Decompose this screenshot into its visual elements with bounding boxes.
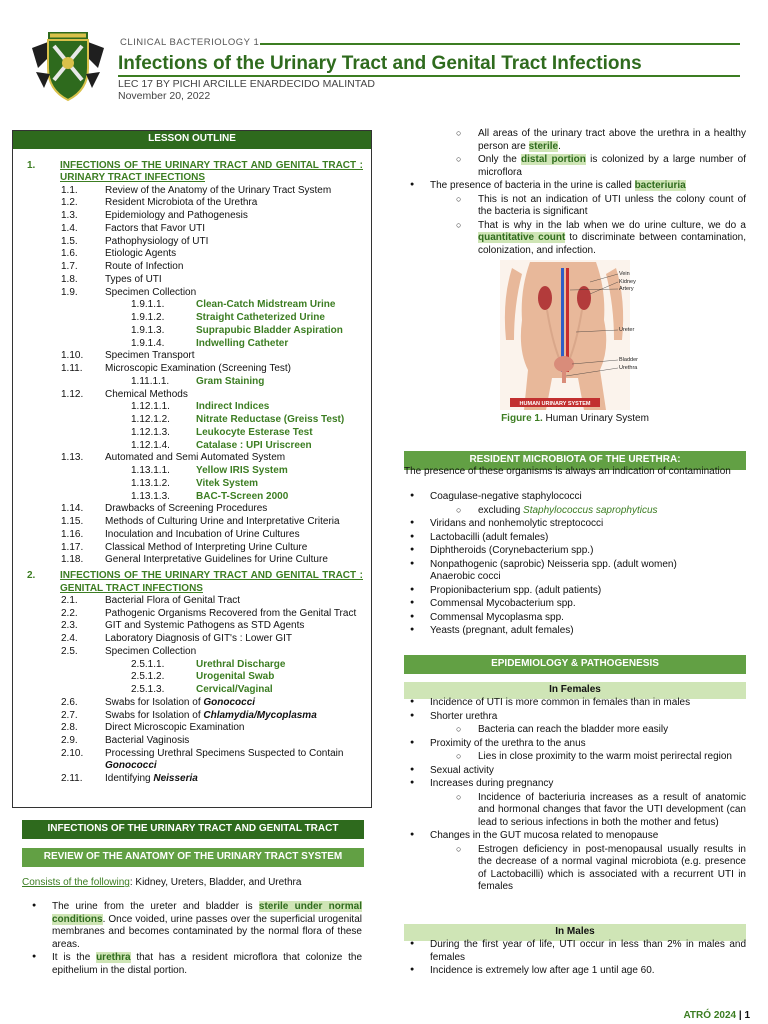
figure-banner: HUMAN URINARY SYSTEM: [519, 401, 591, 407]
list-item: ○ All areas of the urinary tract above the urethra in a healthy person are sterile.: [388, 128, 746, 153]
list-item: ● Commensal Mycoplasma spp.: [388, 612, 746, 625]
list-item: ○ Only the distal portion is colonized by a large number of microflora: [388, 154, 746, 179]
figure-label-artery: Artery: [619, 286, 634, 292]
title-underline: [118, 75, 740, 77]
outline-item[interactable]: 2.7. Swabs for Isolation of Chlamydia/Mycoplasma: [61, 709, 317, 721]
outline-item[interactable]: 2.5.1.2. Urogenital Swab: [131, 671, 275, 683]
outline-item[interactable]: 2.9. Bacterial Vaginosis: [61, 735, 190, 746]
header-divider: [260, 43, 740, 45]
outline-item[interactable]: 1.7. Route of Infection: [61, 261, 184, 272]
outline-section-2-list: [13, 595, 371, 786]
list-item: ● Viridans and nonhemolytic streptococci: [388, 518, 746, 531]
page-header: [0, 0, 768, 110]
outline-item[interactable]: 1.13.1.2. Vitek System: [131, 477, 259, 489]
outline-item[interactable]: 1.3. Epidemiology and Pathogenesis: [61, 210, 248, 221]
outline-item[interactable]: 1.12.1.2. Nitrate Reductase (Greiss Test): [131, 414, 345, 425]
anatomy-consists: Consists of the following: Kidney, Ureters, Bladder, and Urethra: [22, 877, 302, 888]
figure-caption: Figure 1. Human Urinary System: [501, 413, 649, 424]
list-item: ● Changes in the GUT mucosa related to menopause: [388, 830, 746, 843]
outline-item[interactable]: 1.8. Types of UTI: [61, 273, 162, 285]
outline-item[interactable]: 1.4. Factors that Favor UTI: [61, 222, 206, 234]
list-item: ● Coagulase-negative staphylococci: [388, 491, 746, 504]
subsection-females: In Females: [404, 682, 746, 699]
outline-item[interactable]: 1.5. Pathophysiology of UTI: [61, 235, 209, 247]
outline-item[interactable]: 2.1. Bacterial Flora of Genital Tract: [61, 595, 241, 606]
outline-item[interactable]: 1.9.1.2. Straight Catheterized Urine: [131, 312, 325, 323]
outline-section-2[interactable]: 2. INFECTIONS OF THE URINARY TRACT AND GENITAL TRACT : GENITAL TRACT INFECTIONS: [27, 570, 363, 594]
outline-item[interactable]: 1.1. Review of the Anatomy of the Urinary Tract System: [61, 184, 332, 196]
page-title: Infections of the Urinary Tract and Genital Tract Infections: [118, 53, 642, 74]
outline-item[interactable]: 1.16. Inoculation and Incubation of Urine Cultures: [61, 528, 300, 540]
outline-item[interactable]: 1.18. General Interpretative Guidelines for Urine Culture: [61, 554, 328, 566]
outline-item[interactable]: 2.8. Direct Microscopic Examination: [61, 722, 245, 734]
outline-item[interactable]: 1.2. Resident Microbiota of the Urethra: [61, 197, 258, 209]
outline-item[interactable]: 2.5.1.1. Urethral Discharge: [131, 658, 286, 670]
outline-item[interactable]: 1.11.1.1. Gram Staining: [131, 375, 265, 387]
list-item: ● Commensal Mycobacterium spp.: [388, 598, 746, 611]
outline-item[interactable]: 1.12.1.4. Catalase : UPI Uriscreen: [131, 439, 312, 451]
section-bar-microbiota: RESIDENT MICROBIOTA OF THE URETHRA:: [404, 451, 746, 470]
figure-label-ureter: Ureter: [619, 327, 635, 333]
list-item: ○ excluding Staphylococcus saprophyticus: [388, 505, 746, 518]
outline-item[interactable]: 1.10. Specimen Transport: [61, 350, 195, 362]
microbiota-intro: The presence of these organisms is always an indication of contamination: [404, 466, 731, 477]
list-item: ○ Incidence of bacteriuria increases as a result of anatomic and hormonal changes that favor the UTI development (can lead to serious infections in both the mother and fetus): [388, 792, 746, 830]
list-item: ● Nonpathogenic (saprobic) Neisseria spp. (adult women) Anaerobic cocci: [388, 559, 746, 584]
list-item: ○ Lies in close proximity to the warm moist perirectal region: [388, 751, 746, 764]
figure-label-vein: Vein: [619, 271, 630, 277]
males-list: [388, 939, 746, 979]
outline-section-1[interactable]: 1. INFECTIONS OF THE URINARY TRACT AND GENITAL TRACT : URINARY TRACT INFECTIONS: [27, 159, 363, 183]
outline-item[interactable]: 2.5.1.3. Cervical/Vaginal: [131, 684, 273, 695]
microbiota-list: [388, 491, 746, 639]
list-item: ○ This is not an indication of UTI unless the colony count of the bacteria is significant: [388, 194, 746, 219]
list-item: ● It is the urethra that has a resident microflora that colonize the epithelium in the distal portion.: [10, 952, 362, 977]
section-bar-anatomy-review: REVIEW OF THE ANATOMY OF THE URINARY TRACT SYSTEM: [22, 848, 364, 867]
list-item: ● Incidence of UTI is more common in females than in males: [388, 697, 746, 710]
outline-item[interactable]: 1.9.1.3. Suprapubic Bladder Aspiration: [131, 324, 343, 336]
outline-item[interactable]: 1.6. Etiologic Agents: [61, 248, 177, 260]
organization-logo-icon: [30, 28, 106, 104]
figure-label-kidney: Kidney: [619, 279, 636, 285]
list-item: ● Lactobacilli (adult females): [388, 532, 746, 545]
outline-item[interactable]: 1.9. Specimen Collection: [61, 286, 197, 298]
outline-item[interactable]: 2.5. Specimen Collection: [61, 645, 197, 657]
list-item: ○ That is why in the lab when we do urine culture, we do a quantitative count to discriminate between contamination, colonization, and infection.: [388, 220, 746, 258]
list-item: ● Proximity of the urethra to the anus: [388, 738, 746, 751]
outline-item[interactable]: 2.4. Laboratory Diagnosis of GIT's : Lower GIT: [61, 633, 292, 644]
outline-item[interactable]: 1.9.1.4. Indwelling Catheter: [131, 337, 289, 349]
outline-item[interactable]: 1.15. Methods of Culturing Urine and Interpretative Criteria: [61, 516, 340, 527]
outline-item[interactable]: 2.2. Pathogenic Organisms Recovered from the Genital Tract: [61, 607, 357, 619]
lesson-outline: [12, 130, 372, 808]
outline-item[interactable]: 1.13.1.3. BAC-T-Screen 2000: [131, 490, 289, 502]
list-item: ● Shorter urethra: [388, 711, 746, 724]
list-item: ● Diphtheroids (Corynebacterium spp.): [388, 545, 746, 558]
figure-label-urethra: Urethra: [619, 365, 638, 371]
list-item: ● Yeasts (pregnant, adult females): [388, 625, 746, 638]
list-item: ○ Estrogen deficiency in post-menopausal usually results in the decrease of a normal vaginal microbiota (e.g. presence of Lactobacilli) which is associated with a recurrent UTI in females: [388, 844, 746, 894]
list-item: ● Propionibacterium spp. (adult patients): [388, 585, 746, 598]
lecture-date: November 20, 2022: [118, 90, 211, 102]
outline-item[interactable]: 1.12.1.3. Leukocyte Esterase Test: [131, 426, 313, 438]
page-footer: ATRÓ 2024 | 1: [683, 1010, 750, 1021]
outline-item[interactable]: 2.10. Processing Urethral Specimens Suspected to Contain Gonococci: [61, 747, 344, 772]
outline-item[interactable]: 1.13. Automated and Semi Automated System: [61, 452, 286, 464]
females-list: [388, 697, 746, 895]
lecture-byline: LEC 17 BY PICHI ARCILLE ENARDECIDO MALINTAD: [118, 78, 375, 90]
list-item: ● During the first year of life, UTI occur in less than 2% in males and females: [388, 939, 746, 964]
urinary-tract-notes: [388, 128, 746, 258]
outline-item[interactable]: 2.11. Identifying Neisseria: [61, 772, 198, 784]
subsection-males: In Males: [404, 924, 746, 941]
outline-item[interactable]: 2.3. GIT and Systemic Pathogens as STD Agents: [61, 620, 305, 632]
figure-label-bladder: Bladder: [619, 357, 638, 363]
page-number: 1: [744, 1010, 750, 1021]
outline-item[interactable]: 1.14. Drawbacks of Screening Procedures: [61, 503, 268, 515]
outline-item[interactable]: 1.12. Chemical Methods: [61, 388, 188, 400]
outline-heading: LESSON OUTLINE: [13, 131, 371, 149]
course-name: CLINICAL BACTERIOLOGY 1: [120, 37, 260, 48]
outline-item[interactable]: 1.13.1.1. Yellow IRIS System: [131, 465, 288, 476]
outline-item[interactable]: 1.11. Microscopic Examination (Screening Test): [61, 363, 292, 374]
urinary-system-figure: [500, 260, 638, 410]
outline-section-1-list: [13, 185, 371, 568]
outline-item[interactable]: 2.6. Swabs for Isolation of Gonococci: [61, 696, 256, 708]
list-item: ● The presence of bacteria in the urine is called bacteriuria: [388, 180, 746, 193]
outline-item[interactable]: 1.9.1.1. Clean-Catch Midstream Urine: [131, 299, 336, 311]
section-bar-epidemiology: EPIDEMIOLOGY & PATHOGENESIS: [404, 655, 746, 674]
outline-item[interactable]: 1.17. Classical Method of Interpreting Urine Culture: [61, 541, 308, 553]
list-item: ● Incidence is extremely low after age 1 until age 60.: [388, 965, 746, 978]
list-item: ○ Bacteria can reach the bladder more easily: [388, 724, 746, 737]
section-bar-infections: INFECTIONS OF THE URINARY TRACT AND GENITAL TRACT: [22, 820, 364, 839]
list-item: ● Increases during pregnancy: [388, 778, 746, 791]
anatomy-bullets: [10, 901, 362, 978]
list-item: ● Sexual activity: [388, 765, 746, 778]
outline-item[interactable]: 1.12.1.1. Indirect Indices: [131, 401, 270, 413]
list-item: ● The urine from the ureter and bladder is sterile under normal conditions. Once voided, urine passes over the superficial urogenital membranes and becomes contaminated by the normal flora of these areas.: [10, 901, 362, 951]
